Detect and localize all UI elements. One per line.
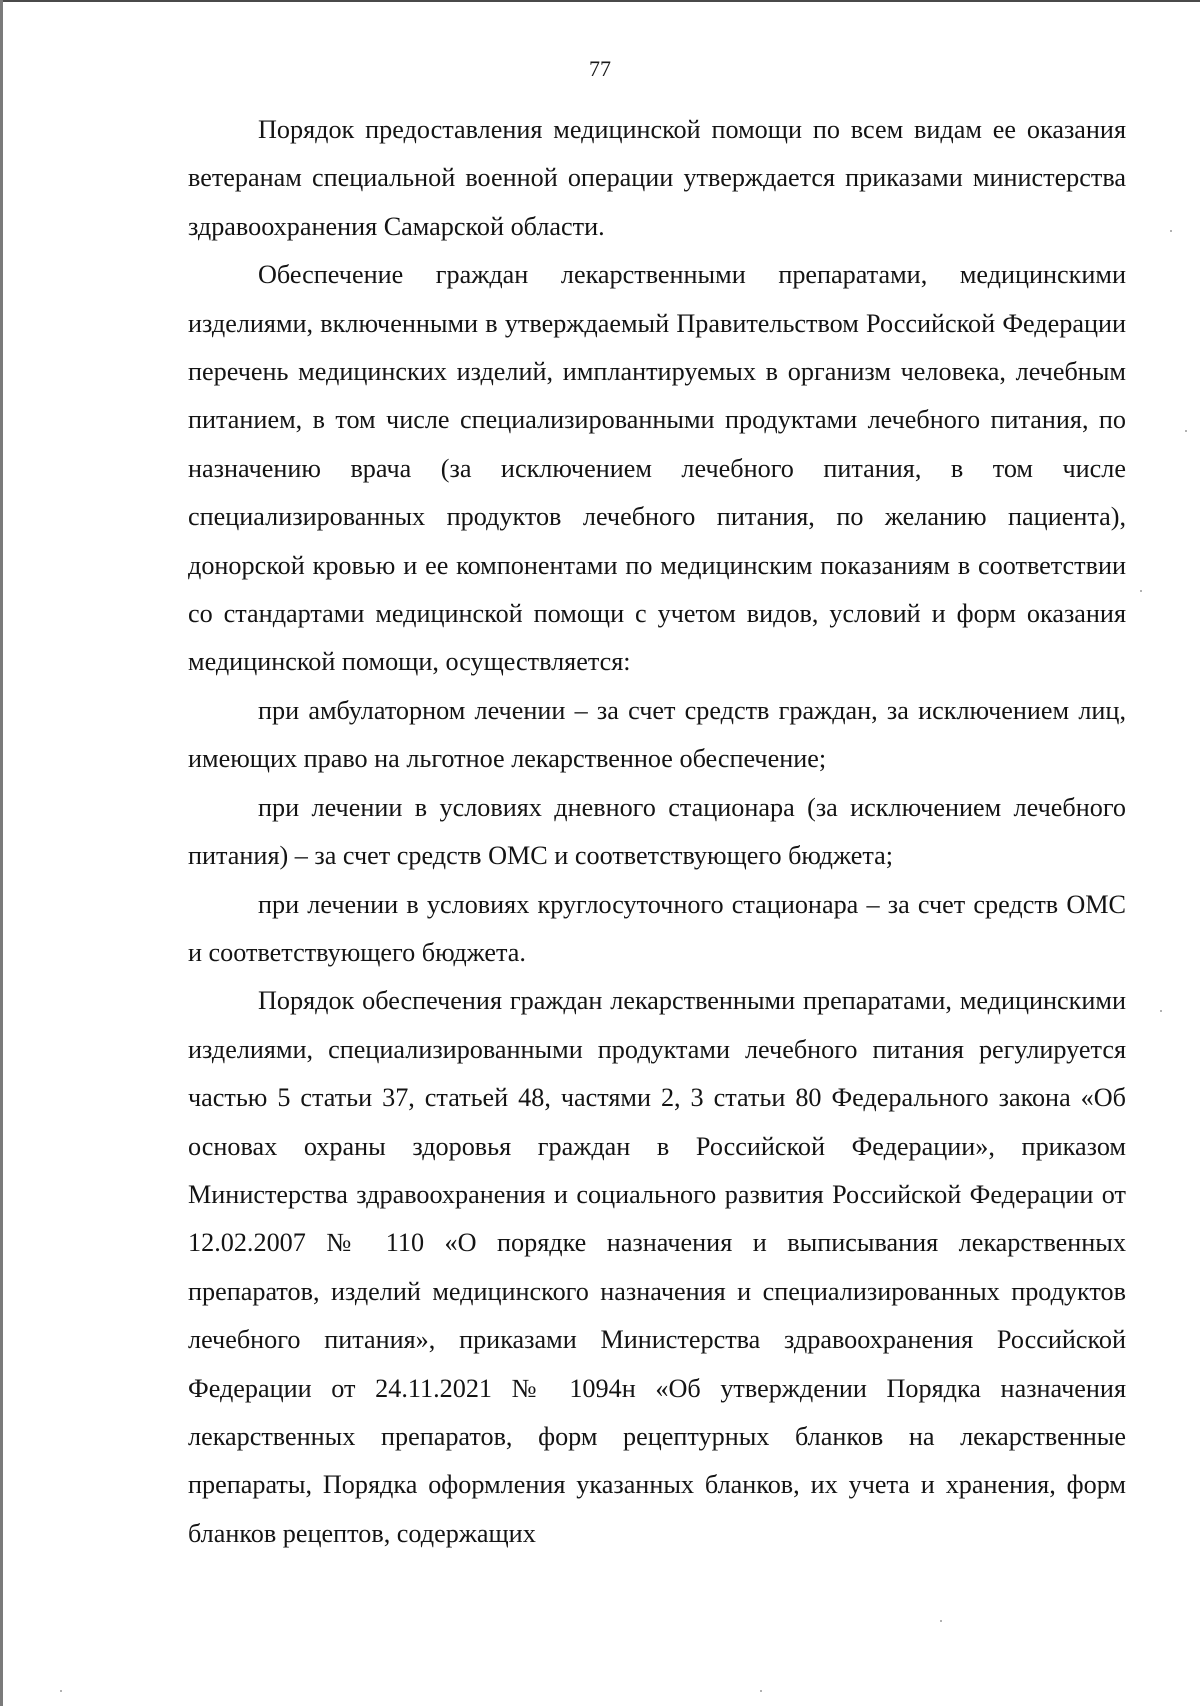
scan-edge-top — [0, 0, 1200, 8]
scan-speck — [60, 1690, 62, 1692]
scan-edge-left — [0, 0, 3, 1706]
scan-speck — [1160, 1010, 1162, 1012]
paragraph-provision: Обеспечение граждан лекарственными препаратами, медицинскими изделиями, включенными в утверждаемый Правительством Российской Федерации перечень медицинских изделий, имплантируемых в организм человека, лечебным питанием, в том числе специализированными продуктами лечебного питания, по назначению врача (за исключением лечебного питания, в том числе специализированных продуктов лечебного питания, по желанию пациента), донорской кровью и ее компонентами по медицинским показаниям в соответствии со стандартами медицинской помощи с учетом видов, условий и форм оказания медицинской помощи, осуществляется: — [188, 260, 1126, 677]
paragraph-day-hospital: при лечении в условиях дневного стационара (за исключением лечебного питания) – за счет средств ОМС и соответствующего бюджета; — [188, 792, 1126, 871]
scan-speck — [1140, 590, 1142, 592]
paragraph-inpatient: при лечении в условиях круглосуточного стационара – за счет средств ОМС и соответствующего бюджета. — [188, 889, 1126, 967]
scan-speck — [1170, 230, 1172, 232]
paragraph-regulation: Порядок обеспечения граждан лекарственными препаратами, медицинскими изделиями, специализированными продуктами лечебного питания регулируется частью 5 статьи 37, статьей 48, частями 2, 3 статьи 80 Федерального закона «Об основах охраны здоровья граждан в Российской Федерации», приказом Министерства здравоохранения и социального развития Российской Федерации от 12.02.2007 № 110 «О порядке назначения и выписывания лекарственных препаратов, изделий медицинского назначения и специализированных продуктов лечебного питания», приказами Министерства здравоохранения Российской Федерации от 24.11.2021 № 1094н «Об утверждении Порядка назначения лекарственных препаратов, форм рецептурных бланков на лекарственные препараты, Порядка оформления указанных бланков, их учета и хранения, форм бланков рецептов, содержащих — [188, 986, 1126, 1548]
paragraph-procedure: Порядок предоставления медицинской помощи по всем видам ее оказания ветеранам специальной военной операции утверждается приказами министерства здравоохранения Самарской области. — [188, 115, 1126, 241]
scan-speck — [940, 1620, 942, 1622]
scan-speck — [1185, 430, 1187, 432]
paragraph-outpatient: при амбулаторном лечении – за счет средств граждан, за исключением лиц, имеющих право на льготное лекарственное обеспечение; — [188, 695, 1126, 774]
document-body — [188, 106, 1126, 1558]
page-number: 77 — [589, 56, 611, 81]
scan-speck — [760, 1690, 762, 1692]
